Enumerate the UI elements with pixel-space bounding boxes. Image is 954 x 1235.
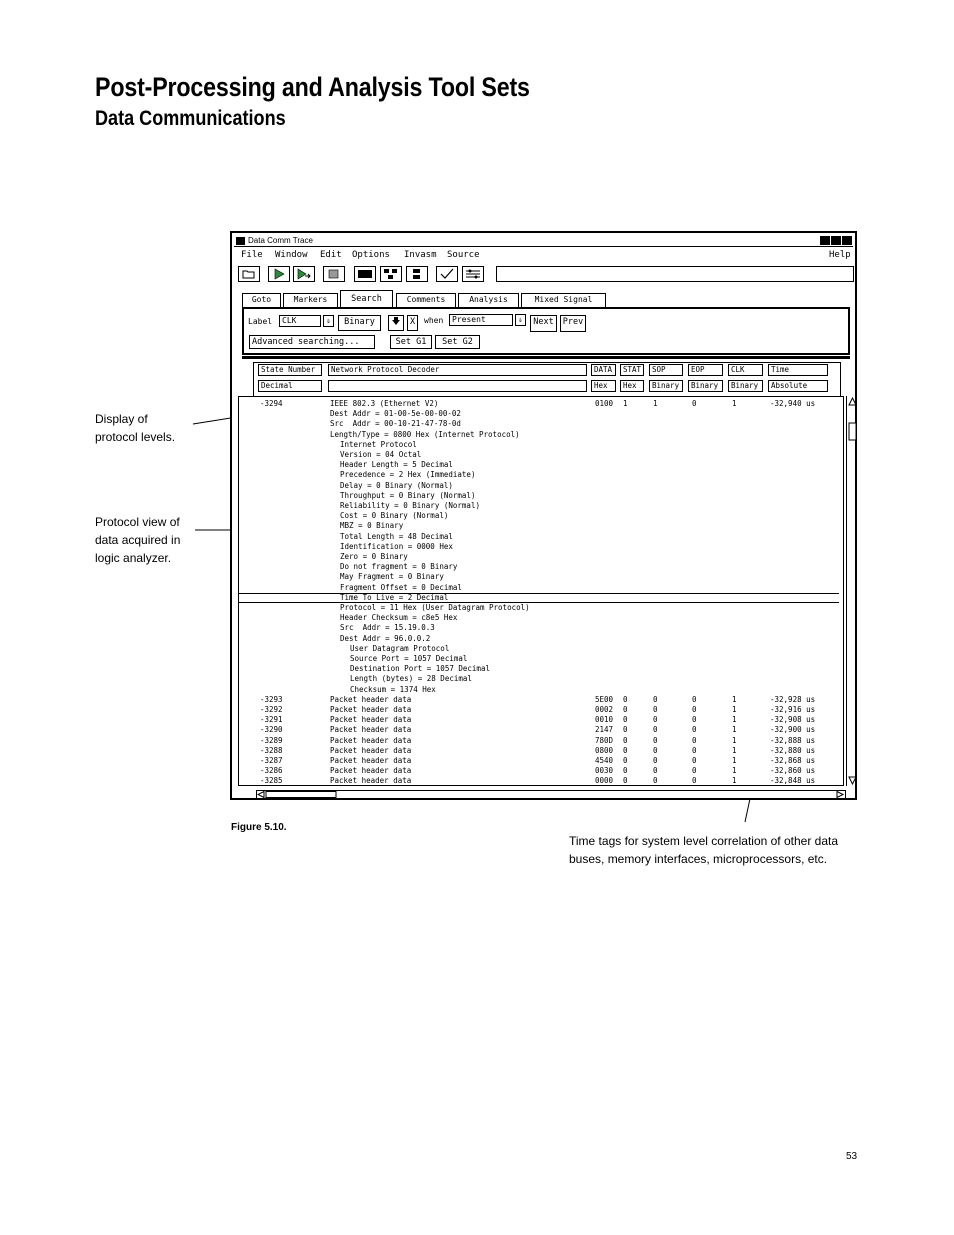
- advanced-searching-button[interactable]: Advanced searching...: [249, 335, 375, 349]
- row-clk-value: 1: [732, 725, 737, 735]
- row-time-value: -32,860 us: [770, 766, 816, 776]
- row-state-number: -3286: [260, 766, 283, 776]
- menu-options[interactable]: Options: [352, 250, 390, 260]
- row-sop-value: 0: [653, 725, 658, 735]
- minimize-icon[interactable]: [820, 236, 830, 245]
- run-repetitive-icon[interactable]: [293, 266, 315, 282]
- row-stat-value: 0: [623, 715, 628, 725]
- data-comm-trace-window: [230, 231, 857, 800]
- vertical-scrollbar[interactable]: [846, 396, 858, 786]
- row-decoded-text: Total Length = 48 Decimal: [340, 531, 453, 541]
- column-clk[interactable]: CLK: [728, 364, 763, 376]
- row-eop-value: 0: [692, 705, 697, 714]
- close-icon[interactable]: [842, 236, 852, 245]
- table-row[interactable]: [239, 521, 839, 531]
- x-pattern-field[interactable]: X: [407, 315, 418, 331]
- table-row[interactable]: [239, 532, 839, 542]
- prev-button[interactable]: Prev: [560, 315, 586, 332]
- row-time-value: -32,940 us: [770, 399, 816, 408]
- row-time-value: -32,868 us: [770, 756, 816, 765]
- table-row[interactable]: [239, 409, 839, 419]
- table-row[interactable]: [239, 736, 839, 746]
- row-decoded-text: Packet header data: [330, 735, 412, 745]
- format-select[interactable]: Binary: [338, 315, 381, 331]
- row-stat-value: 0: [623, 725, 628, 735]
- table-row[interactable]: [239, 552, 839, 562]
- row-decoded-text: MBZ = 0 Binary: [340, 521, 404, 531]
- set-g2-button[interactable]: Set G2: [435, 335, 480, 349]
- row-eop-value: 0: [692, 694, 697, 704]
- format-data[interactable]: Hex: [591, 380, 616, 392]
- table-row[interactable]: [239, 634, 839, 644]
- row-clk-value: 1: [732, 766, 737, 776]
- row-data-value: 2147: [595, 725, 614, 735]
- menu-file[interactable]: File: [241, 250, 263, 260]
- row-decoded-text: Checksum = 1374 Hex: [350, 684, 436, 694]
- row-decoded-text: Throughput = 0 Binary (Normal): [340, 490, 476, 500]
- row-sop-value: 0: [653, 715, 658, 725]
- listing-icon[interactable]: [354, 266, 376, 282]
- format-state-number[interactable]: Decimal: [258, 380, 322, 392]
- row-decoded-text: Cost = 0 Binary (Normal): [340, 511, 449, 521]
- table-row[interactable]: [239, 685, 839, 695]
- table-row[interactable]: [239, 583, 839, 593]
- row-decoded-text: Version = 04 Octal: [340, 450, 422, 459]
- callout-protocol-view: Protocol view of data acquired in logic analyzer.: [95, 515, 181, 565]
- row-clk-value: 1: [732, 715, 737, 725]
- row-decoded-text: Length (bytes) = 28 Decimal: [350, 674, 472, 684]
- row-eop-value: 0: [692, 756, 697, 765]
- row-time-value: -32,900 us: [770, 725, 816, 735]
- row-stat-value: 0: [623, 745, 628, 755]
- when-caption: when: [424, 316, 444, 325]
- row-stat-value: 0: [623, 766, 628, 776]
- menu-window[interactable]: Window: [275, 250, 308, 260]
- menu-edit[interactable]: Edit: [320, 250, 342, 260]
- row-eop-value: 0: [692, 776, 697, 786]
- column-time[interactable]: Time: [768, 364, 828, 376]
- table-row[interactable]: [239, 776, 839, 786]
- row-eop-value: 0: [692, 399, 697, 408]
- row-decoded-text: User Datagram Protocol: [350, 643, 450, 653]
- row-decoded-text: Dest Addr = 96.0.0.2: [340, 633, 431, 643]
- row-decoded-text: Destination Port = 1057 Decimal: [350, 664, 490, 674]
- table-row[interactable]: [239, 725, 839, 735]
- format-eop[interactable]: Binary: [688, 380, 723, 392]
- row-decoded-text: Packet header data: [330, 766, 412, 776]
- row-time-value: -32,848 us: [770, 776, 816, 786]
- menu-source[interactable]: Source: [447, 250, 480, 260]
- table-row[interactable]: [239, 562, 839, 572]
- row-decoded-text: Precedence = 2 Hex (Immediate): [340, 470, 476, 480]
- menu-bar: [236, 248, 851, 262]
- row-clk-value: 1: [732, 776, 737, 786]
- row-time-value: -32,888 us: [770, 735, 816, 745]
- row-state-number: -3294: [260, 399, 283, 408]
- splitter[interactable]: [242, 356, 850, 359]
- search-down-icon[interactable]: 🡇: [388, 315, 404, 331]
- table-row[interactable]: [239, 593, 839, 603]
- row-sop-value: 0: [653, 776, 658, 786]
- row-sop-value: 0: [653, 745, 658, 755]
- label-field[interactable]: CLK: [279, 315, 321, 327]
- waveform-icon[interactable]: [380, 266, 402, 282]
- table-row[interactable]: [239, 644, 839, 654]
- row-decoded-text: Fragment Offset = 0 Decimal: [340, 582, 462, 592]
- row-decoded-text: Packet header data: [330, 756, 412, 765]
- table-row[interactable]: [239, 654, 839, 664]
- row-sop-value: 0: [653, 735, 658, 745]
- row-decoded-text: Do not fragment = 0 Binary: [340, 562, 458, 572]
- row-sop-value: 0: [653, 756, 658, 765]
- column-sop[interactable]: SOP: [649, 364, 683, 376]
- figure-caption: Figure 5.10.: [231, 822, 287, 833]
- row-state-number: -3289: [260, 735, 283, 745]
- table-row[interactable]: [239, 715, 839, 725]
- table-row[interactable]: [239, 511, 839, 521]
- row-data-value: 0030: [595, 766, 614, 776]
- next-button[interactable]: Next: [530, 315, 557, 332]
- table-row[interactable]: [239, 674, 839, 684]
- maximize-icon[interactable]: [831, 236, 841, 245]
- page-number: 53: [846, 1151, 858, 1162]
- row-decoded-text: Packet header data: [330, 715, 412, 725]
- row-data-value: 0000: [595, 776, 614, 786]
- page-title: Post-Processing and Analysis Tool Sets: [95, 72, 530, 102]
- table-row[interactable]: [239, 766, 839, 776]
- stop-icon[interactable]: [323, 266, 345, 282]
- toolbar: [236, 265, 851, 284]
- row-data-value: 4540: [595, 756, 614, 765]
- table-row[interactable]: [239, 419, 839, 429]
- table-row[interactable]: [239, 399, 839, 409]
- row-data-value: 5E00: [595, 694, 614, 704]
- table-row[interactable]: [239, 470, 839, 480]
- row-state-number: -3285: [260, 776, 283, 786]
- window-title: Data Comm Trace: [248, 236, 313, 245]
- menu-invasm[interactable]: Invasm: [404, 250, 437, 260]
- row-decoded-text: Length/Type = 0800 Hex (Internet Protocol): [330, 429, 520, 439]
- row-clk-value: 1: [732, 745, 737, 755]
- table-row[interactable]: [239, 603, 839, 613]
- tab-search[interactable]: Search: [340, 290, 393, 308]
- run-icon[interactable]: [268, 266, 290, 282]
- row-stat-value: 0: [623, 694, 628, 704]
- row-decoded-text: Dest Addr = 01-00-5e-00-00-02: [330, 409, 461, 419]
- row-clk-value: 1: [732, 735, 737, 745]
- config-icon[interactable]: [406, 266, 428, 282]
- when-dropdown-icon[interactable]: ⇓: [515, 314, 526, 326]
- row-eop-value: 0: [692, 725, 697, 735]
- page-subtitle: Data Communications: [95, 107, 286, 130]
- row-time-value: -32,916 us: [770, 705, 816, 714]
- row-eop-value: 0: [692, 745, 697, 755]
- row-state-number: -3291: [260, 715, 283, 725]
- row-decoded-text: Packet header data: [330, 694, 412, 704]
- table-row[interactable]: [239, 746, 839, 756]
- row-decoded-text: Packet header data: [330, 745, 412, 755]
- row-stat-value: 0: [623, 756, 628, 765]
- table-row[interactable]: [239, 440, 839, 450]
- table-row[interactable]: [239, 664, 839, 674]
- row-decoded-text: Packet header data: [330, 725, 412, 735]
- column-eop[interactable]: EOP: [688, 364, 723, 376]
- table-row[interactable]: [239, 695, 839, 705]
- row-decoded-text: Src Addr = 15.19.0.3: [340, 623, 435, 633]
- row-decoded-text: Zero = 0 Binary: [340, 552, 408, 561]
- table-row[interactable]: [239, 572, 839, 582]
- label-dropdown-icon[interactable]: ⇓: [323, 315, 334, 327]
- row-clk-value: 1: [732, 705, 737, 714]
- menu-help[interactable]: Help: [829, 250, 851, 260]
- row-sop-value: 0: [653, 694, 658, 704]
- check-icon[interactable]: [436, 266, 458, 282]
- column-state-number[interactable]: State Number: [258, 364, 322, 376]
- settings-icon[interactable]: [462, 266, 484, 282]
- row-state-number: -3292: [260, 705, 283, 714]
- table-row[interactable]: [239, 460, 839, 470]
- format-sop[interactable]: Binary: [649, 380, 683, 392]
- format-time[interactable]: Absolute: [768, 380, 828, 392]
- table-row[interactable]: [239, 450, 839, 460]
- row-eop-value: 0: [692, 715, 697, 725]
- set-g1-button[interactable]: Set G1: [390, 335, 432, 349]
- row-data-value: 0100: [595, 399, 614, 408]
- row-decoded-text: Internet Protocol: [340, 439, 417, 449]
- column-protocol-decoder[interactable]: Network Protocol Decoder: [328, 364, 587, 376]
- row-time-value: -32,928 us: [770, 694, 816, 704]
- row-decoded-text: Delay = 0 Binary (Normal): [340, 480, 453, 490]
- row-decoded-text: Header Checksum = c8e5 Hex: [340, 613, 458, 623]
- table-row[interactable]: [239, 623, 839, 633]
- row-data-value: 0010: [595, 715, 614, 725]
- row-state-number: -3287: [260, 756, 283, 765]
- row-decoded-text: Reliability = 0 Binary (Normal): [340, 501, 480, 510]
- row-decoded-text: Source Port = 1057 Decimal: [350, 654, 468, 663]
- row-clk-value: 1: [732, 694, 737, 704]
- row-clk-value: 1: [732, 399, 737, 408]
- row-decoded-text: IEEE 802.3 (Ethernet V2): [330, 399, 439, 408]
- row-eop-value: 0: [692, 766, 697, 776]
- row-sop-value: 1: [653, 399, 658, 408]
- callout-protocol-levels: Display of protocol levels.: [95, 412, 176, 444]
- table-row[interactable]: [239, 705, 839, 715]
- row-stat-value: 1: [623, 399, 628, 408]
- table-row[interactable]: [239, 501, 839, 511]
- column-data[interactable]: DATA: [591, 364, 616, 376]
- format-clk[interactable]: Binary: [728, 380, 763, 392]
- row-stat-value: 0: [623, 776, 628, 786]
- row-data-value: 0002: [595, 705, 614, 714]
- row-clk-value: 1: [732, 756, 737, 765]
- tab-mixed-signal[interactable]: Mixed Signal: [521, 293, 606, 307]
- tab-comments[interactable]: Comments: [396, 293, 456, 307]
- row-sop-value: 0: [653, 766, 658, 776]
- row-decoded-text: Time To Live = 2 Decimal: [340, 592, 449, 602]
- format-protocol-decoder[interactable]: [328, 380, 587, 392]
- table-row[interactable]: [239, 613, 839, 623]
- when-field[interactable]: Present: [449, 314, 513, 326]
- toolbar-status-field[interactable]: [496, 266, 854, 282]
- horizontal-scrollbar[interactable]: [256, 790, 846, 799]
- row-stat-value: 0: [623, 705, 628, 714]
- row-data-value: 0800: [595, 745, 614, 755]
- tab-goto[interactable]: Goto: [242, 293, 281, 307]
- tab-markers[interactable]: Markers: [283, 293, 338, 307]
- row-decoded-text: May Fragment = 0 Binary: [340, 572, 444, 582]
- tab-analysis[interactable]: Analysis: [458, 293, 519, 307]
- row-stat-value: 0: [623, 735, 628, 745]
- trace-listing: [238, 396, 844, 786]
- window-titlebar[interactable]: [234, 235, 853, 247]
- callout-time-tags: Time tags for system level correlation of other data buses, memory interfaces, microprocessors, etc.: [569, 834, 839, 866]
- row-state-number: -3293: [260, 694, 283, 704]
- table-row[interactable]: [239, 481, 839, 491]
- label-caption: Label: [248, 317, 273, 326]
- row-decoded-text: Packet header data: [330, 776, 412, 786]
- table-row[interactable]: [239, 430, 839, 440]
- format-stat[interactable]: Hex: [620, 380, 644, 392]
- table-row[interactable]: [239, 756, 839, 766]
- table-row[interactable]: [239, 542, 839, 552]
- search-panel: [242, 307, 850, 355]
- row-time-value: -32,908 us: [770, 715, 816, 725]
- row-state-number: -3290: [260, 725, 283, 735]
- window-menu-icon[interactable]: [236, 237, 245, 245]
- row-time-value: -32,880 us: [770, 745, 816, 755]
- row-sop-value: 0: [653, 705, 658, 714]
- row-eop-value: 0: [692, 735, 697, 745]
- row-decoded-text: Src Addr = 00-10-21-47-78-0d: [330, 419, 461, 429]
- table-row[interactable]: [239, 491, 839, 501]
- row-data-value: 780D: [595, 735, 614, 745]
- row-decoded-text: Packet header data: [330, 705, 412, 714]
- column-stat[interactable]: STAT: [620, 364, 644, 376]
- open-folder-icon[interactable]: [238, 266, 260, 282]
- row-decoded-text: Protocol = 11 Hex (User Datagram Protocol): [340, 603, 530, 612]
- row-decoded-text: Header Length = 5 Decimal: [340, 460, 453, 470]
- row-decoded-text: Identification = 0000 Hex: [340, 541, 453, 551]
- row-state-number: -3288: [260, 745, 283, 755]
